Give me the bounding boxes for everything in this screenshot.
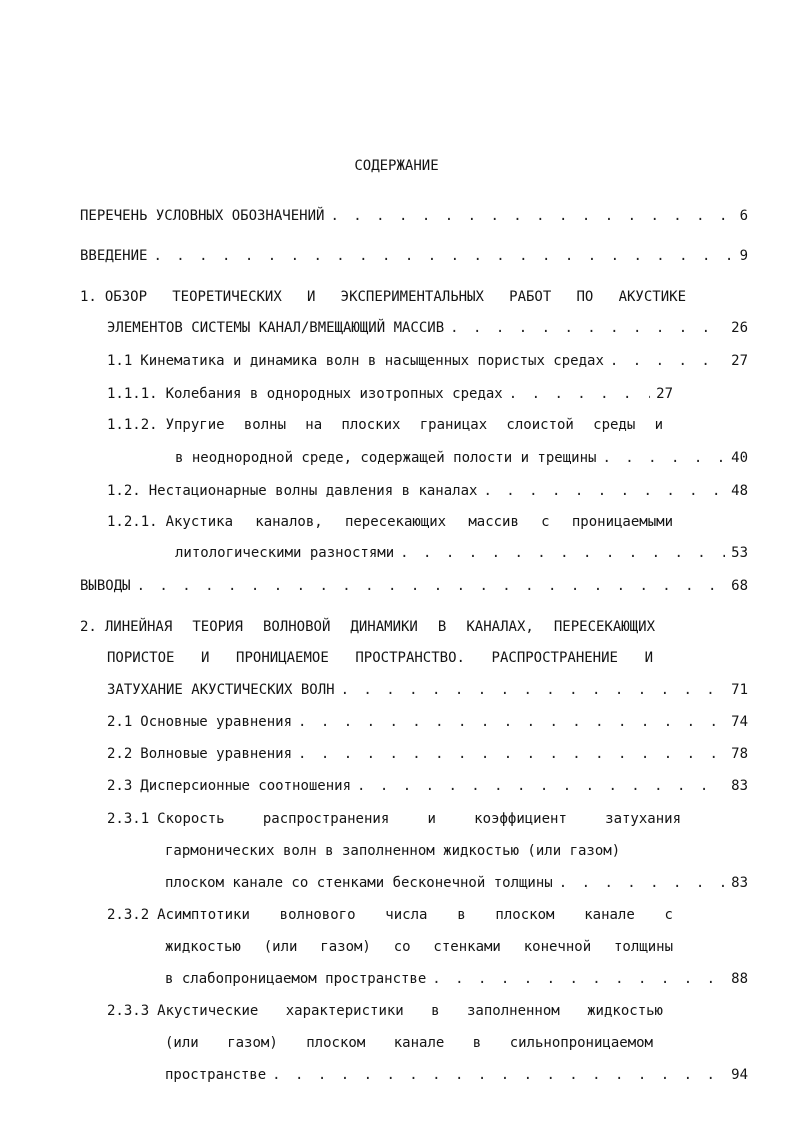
toc-entry-page: 9 <box>739 248 748 264</box>
toc-entry-text: ВЫВОДЫ <box>80 578 131 594</box>
leader-dots <box>341 680 726 700</box>
toc-entry <box>80 246 748 266</box>
leader-dots <box>602 448 725 468</box>
toc-entry-page: 27 <box>656 386 673 402</box>
toc-entry <box>175 448 748 468</box>
toc-entry <box>107 351 748 371</box>
toc-entry-page: 26 <box>731 320 748 336</box>
toc-entry-text: ЭЛЕМЕНТОВ СИСТЕМЫ КАНАЛ/ВМЕЩАЮЩИЙ МАССИВ <box>107 320 445 336</box>
leader-dots <box>509 384 650 404</box>
toc-entry <box>165 969 748 989</box>
toc-entry <box>165 873 748 893</box>
toc-entry <box>107 512 673 532</box>
toc-entry-text: Упругие волны на плоских границах слоистой среды и <box>165 417 663 433</box>
toc-entry-text: ПОРИСТОЕ И ПРОНИЦАЕМОЕ ПРОСТРАНСТВО. РАСПРОСТРАНЕНИЕ И <box>107 650 653 666</box>
toc-entry-text: гармонических волн в заполненном жидкостью (или газом) <box>165 843 621 859</box>
toc-entry-text: пространстве <box>165 1067 267 1083</box>
toc-entry-number: 1. <box>80 289 97 305</box>
toc-entry-text: Дисперсионные соотношения <box>140 778 352 794</box>
toc-entry <box>107 712 748 732</box>
toc-entry-text: Скорость распространения и коэффициент затухания <box>157 811 681 827</box>
toc-entry <box>80 287 686 307</box>
toc-entry-number: 1.2. <box>107 483 141 499</box>
toc-entry-page: 83 <box>731 875 748 891</box>
toc-entry <box>80 617 655 637</box>
leader-dots <box>357 776 725 796</box>
toc-entry-page: 78 <box>731 746 748 762</box>
leader-dots <box>559 873 725 893</box>
leader-dots <box>330 206 733 226</box>
toc-entry-page: 48 <box>731 483 748 499</box>
toc-entry <box>107 776 748 796</box>
toc-entry <box>80 206 748 226</box>
toc-entry-text: литологическими разностями <box>175 545 395 561</box>
toc-entry <box>165 1065 748 1085</box>
toc-entry <box>107 481 748 501</box>
toc-entry-text: ПЕРЕЧЕНЬ УСЛОВНЫХ ОБОЗНАЧЕНИЙ <box>80 208 325 224</box>
toc-entry-text: ВВЕДЕНИЕ <box>80 248 148 264</box>
toc-entry-number: 2.3.2 <box>107 907 150 923</box>
toc-entry-number: 2.3.3 <box>107 1003 150 1019</box>
toc-entry <box>107 648 653 668</box>
toc-entry-page: 53 <box>731 545 748 561</box>
toc-entry-page: 88 <box>731 971 748 987</box>
toc-entry-text: в неоднородной среде, содержащей полости и трещины <box>175 450 597 466</box>
toc-entry-page: 94 <box>731 1067 748 1083</box>
leader-dots <box>610 351 725 371</box>
toc-entry-page: 68 <box>731 578 748 594</box>
toc-entry-text: Акустические характеристики в заполненном жидкостью <box>157 1003 663 1019</box>
toc-entry <box>165 937 673 957</box>
leader-dots <box>450 318 725 338</box>
toc-entry-number: 2.2 <box>107 746 133 762</box>
toc-entry-text: Асимптотики волнового числа в плоском канале с <box>157 907 673 923</box>
leader-dots <box>137 576 726 596</box>
toc-entry-text: ОБЗОР ТЕОРЕТИЧЕСКИХ И ЭКСПЕРИМЕНТАЛЬНЫХ РАБОТ ПО АКУСТИКЕ <box>104 289 686 305</box>
toc-entry-page: 74 <box>731 714 748 730</box>
toc-entry <box>175 543 748 563</box>
toc-entry-text: Акустика каналов, пересекающих массив с проницаемыми <box>165 514 673 530</box>
toc-entry-text: в слабопроницаемом пространстве <box>165 971 427 987</box>
toc-entry <box>107 1001 663 1021</box>
toc-entry-page: 40 <box>731 450 748 466</box>
leader-dots <box>400 543 725 563</box>
toc-entry <box>107 415 663 435</box>
toc-entry-page: 83 <box>731 778 748 794</box>
leader-dots <box>298 712 725 732</box>
leader-dots <box>153 246 733 266</box>
toc-entry-text: Волновые уравнения <box>140 746 293 762</box>
toc-entry <box>107 809 681 829</box>
page-title: СОДЕРЖАНИЕ <box>354 158 439 174</box>
toc-entry-number: 1.1.2. <box>107 417 158 433</box>
toc-entry-page: 6 <box>739 208 748 224</box>
toc-entry <box>80 576 748 596</box>
leader-dots <box>298 744 725 764</box>
toc-entry-text: ЗАТУХАНИЕ АКУСТИЧЕСКИХ ВОЛН <box>107 682 335 698</box>
toc-entry <box>165 841 681 861</box>
leader-dots <box>272 1065 725 1085</box>
toc-entry-text: ЛИНЕЙНАЯ ТЕОРИЯ ВОЛНОВОЙ ДИНАМИКИ В КАНАЛАХ, ПЕРЕСЕКАЮЩИХ <box>104 619 655 635</box>
toc-entry <box>107 318 748 338</box>
toc-entry-number: 2.1 <box>107 714 133 730</box>
toc-entry <box>107 384 673 404</box>
toc-entry-text: Колебания в однородных изотропных средах <box>165 386 503 402</box>
toc-entry <box>107 744 748 764</box>
toc-entry-number: 2.3.1 <box>107 811 150 827</box>
toc-entry <box>165 1033 653 1053</box>
toc-entry <box>107 680 748 700</box>
toc-entry-number: 1.1 <box>107 353 133 369</box>
toc-entry-text: (или газом) плоском канале в сильнопроницаемом <box>165 1035 653 1051</box>
leader-dots <box>432 969 725 989</box>
toc-entry-text: плоском канале со стенками бесконечной толщины <box>165 875 553 891</box>
toc-entry-number: 1.2.1. <box>107 514 158 530</box>
toc-entry-number: 2. <box>80 619 97 635</box>
toc-entry-text: жидкостью (или газом) со стенками конечной толщины <box>165 939 673 955</box>
toc-entry-text: Нестационарные волны давления в каналах <box>148 483 478 499</box>
toc-entry-number: 1.1.1. <box>107 386 158 402</box>
toc-entry-page: 27 <box>731 353 748 369</box>
toc-entry-text: Кинематика и динамика волн в насыщенных пористых средах <box>140 353 604 369</box>
toc-entry-text: Основные уравнения <box>140 714 293 730</box>
toc-entry-number: 2.3 <box>107 778 133 794</box>
toc-entry <box>107 905 673 925</box>
toc-entry-page: 71 <box>731 682 748 698</box>
leader-dots <box>483 481 725 501</box>
